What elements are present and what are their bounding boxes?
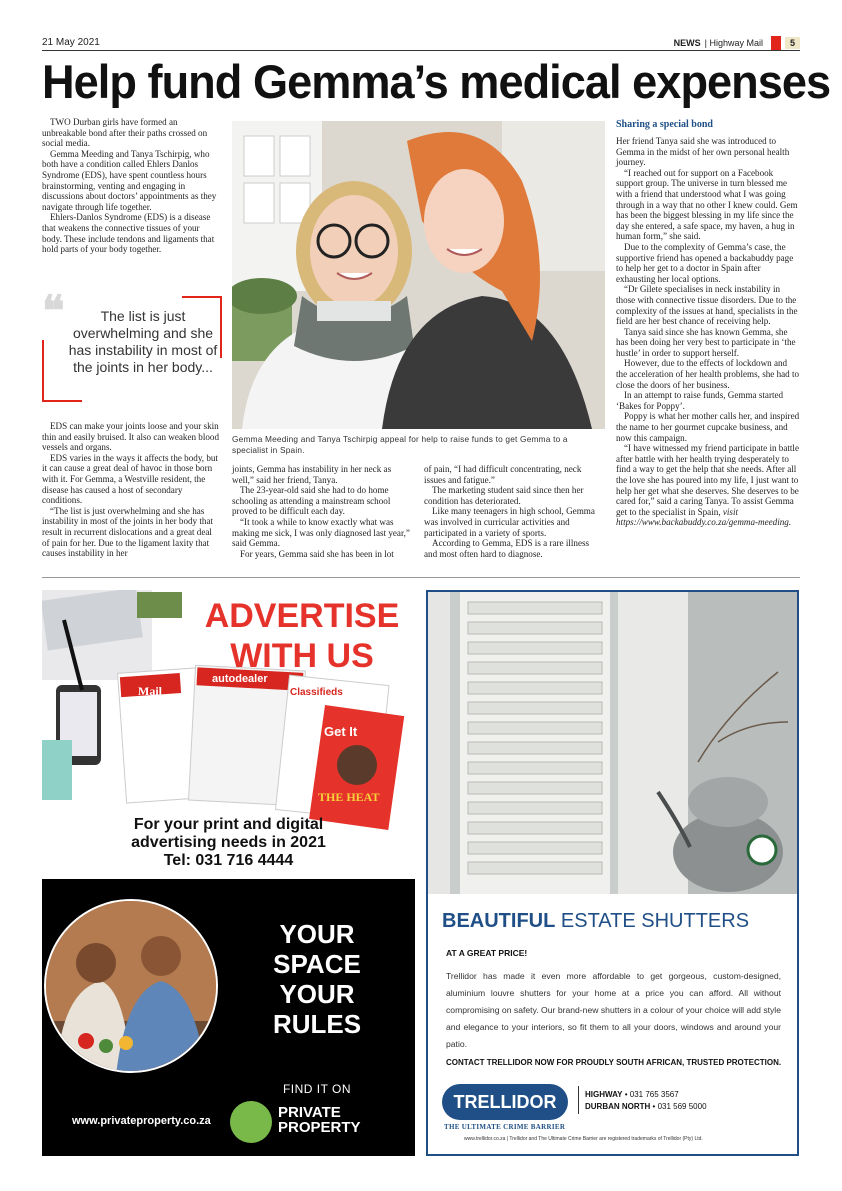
quote-bar (182, 296, 222, 298)
paragraph: The 23-year-old said she had to do home schooling as attending a mainstream school proved to be difficult each day. (232, 485, 391, 517)
trellidor-ad (426, 590, 799, 1156)
paragraph-text: “I have witnessed my friend participate in battle after battle with her health trying desperately to find a way to get the help that she needs. After all the love she has poured into my life, I just want to help her get what she deserves. She deserves to be cared for,” said a caring Tanya. To assist Gemma get to the specialist in Spain, (616, 443, 799, 517)
paragraph: “It took a while to know exactly what was making me sick, I was only diagnosed last year,” said Gemma. (232, 516, 410, 549)
col2 (232, 464, 412, 559)
shutters-illustration (428, 592, 797, 894)
photo-illustration (232, 121, 605, 429)
mag-getit: Get It (324, 724, 358, 739)
trellidor-footer: www.trellidor.co.za | Trellidor and The Ultimate Crime Barrier are registered trademarks of Trellidor (Pty) Ltd. (464, 1136, 703, 1142)
paragraph: Gemma Meeding and Tanya Tschirpig, who both have a condition called Ehlers Danlos Syndrome (EDS), have spent countless hours brainstorming, venting and engaging in discussions about doctors’ appointments as they navigate through life together. (42, 148, 217, 212)
branch-tel: • 031 569 5000 (650, 1102, 707, 1111)
page-number: 5 (785, 37, 800, 49)
shutters-contact: CONTACT TRELLIDOR NOW FOR PROUDLY SOUTH AFRICAN, TRUSTED PROTECTION. (446, 1058, 782, 1067)
paragraph: “I reached out for support on a Facebook support group. The universe in turn blessed me with a friend that understood what I was going through in a way that no other I knew could. Gem has been the biggest blessing in my life since the day she entered, a safe space, my haven, a hug in human form,” she said. (616, 167, 798, 242)
paragraph: joints, Gemma has instability in her neck as well,” said her friend, Tanya. (232, 464, 392, 485)
donation-link[interactable]: visit https://www.backabuddy.co.za/gemma-meeding. (616, 506, 792, 528)
private-property-logo-icon (230, 1101, 272, 1143)
paragraph: EDS can make your joints loose and your skin thin and easily bruised. It also can weaken blood vessels and organs. (42, 421, 220, 453)
branch-divider (578, 1086, 579, 1114)
advertise-phone: Tel: 031 716 4444 (163, 852, 294, 869)
right-column (616, 119, 800, 528)
paragraph: EDS varies in the ways it affects the body, but it can cause a great deal of havoc in those born with it. For Gemma, a Westville resident, the disease has caused a host of secondary conditions. (42, 452, 218, 506)
col1-top (42, 117, 220, 255)
couple-illustration (46, 901, 218, 1073)
shutters-photo (428, 592, 797, 894)
paragraph: For years, Gemma said she has been in lot (240, 548, 394, 559)
advertise-line: advertising needs in 2021 (131, 834, 326, 851)
quote-bar (42, 400, 82, 402)
shutters-title (442, 910, 749, 933)
paper-name: | Highway Mail (704, 38, 763, 48)
paragraph: According to Gemma, EDS is a rare illness and most often hard to diagnose. (424, 538, 590, 559)
trellidor-tagline: THE ULTIMATE CRIME BARRIER (444, 1123, 566, 1131)
paragraph (616, 443, 800, 528)
headline: Help fund Gemma’s medical expenses (42, 55, 831, 108)
paragraph: of pain, “I had difficult concentrating, neck issues and fatigue.” (424, 464, 582, 485)
col3 (424, 464, 604, 559)
mag-classifieds: Classifieds (290, 687, 343, 698)
paragraph: However, due to the effects of lockdown and the acceleration of her health problems, she had to close the doors of her business. (616, 358, 800, 390)
header-rule (42, 50, 800, 51)
trellidor-logo: TRELLIDOR (442, 1084, 568, 1120)
subhead: Sharing a special bond (616, 119, 713, 130)
article-photo (232, 121, 605, 429)
property-brand: PRIVATE PROPERTY (278, 1104, 361, 1136)
paragraph: The marketing student said since then her condition has deteriorated. (424, 485, 584, 506)
find-it-on: FIND IT ON (282, 1082, 352, 1096)
pull-quote (42, 286, 222, 402)
advertise-ad (42, 590, 415, 873)
header-right (674, 36, 800, 50)
paragraph: Like many teenagers in high school, Gemma was involved in curricular activities and participated in a variety of sports. (424, 506, 595, 538)
branch-name: HIGHWAY (585, 1090, 623, 1099)
red-marker (771, 36, 781, 50)
private-property-ad (42, 879, 415, 1156)
paragraph: Tanya said since she has known Gemma, she has been doing her very best to participate in ‘the hustle’ in order to support herself. (616, 326, 796, 358)
paragraph: Her friend Tanya said she was introduced to Gemma in the midst of her own personal health journey. (616, 136, 790, 168)
paragraph: “The list is just overwhelming and she has instability in most of the joints in her body that result in recurrent dislocations and a great deal of pain for her. Due to the ligament laxity that causes instability in her (42, 505, 214, 559)
branch-tel: • 031 765 3567 (622, 1090, 679, 1099)
paragraph: “Dr Gilete specialises in neck instability in those with connective tissue disorders. Due to the complexity of the issues at hand, specialists in the field are her best chance of receiving help. (616, 284, 798, 327)
branch-name: DURBAN NORTH (585, 1102, 651, 1111)
section-label: NEWS (673, 38, 701, 48)
shutters-title-rest: ESTATE SHUTTERS (555, 910, 750, 932)
pull-quote-text: The list is just overwhelming and she has instability in most of the joints in her body... (68, 308, 218, 375)
advertise-line: For your print and digital (133, 816, 324, 833)
mag-the-heat: THE HEAT (318, 790, 380, 804)
property-url[interactable]: www.privateproperty.co.za (72, 1115, 211, 1127)
paragraph: In an attempt to raise funds, Gemma started ‘Bakes for Poppy’. (616, 390, 784, 411)
shutters-title-bold: BEAUTIFUL (442, 910, 556, 932)
shutters-body: Trellidor has made it even more affordable to get gorgeous, custom-designed, aluminium louvre shutters for your home at a price you can afford. All without compromising on safety. Our brand-new shutters in a colour of your choice will add style and elegance to your interiors, so fit them to all your doors, windows and around your patio. (446, 971, 781, 1049)
section-separator (42, 577, 800, 578)
advertise-headline: ADVERTISE WITH US (204, 597, 400, 675)
paragraph: Ehlers-Danlos Syndrome (EDS) is a disease that weakens the connective tissues of your body. These include tendons and ligaments that hold parts of your body together. (42, 212, 215, 255)
mag-mail: Mail (138, 684, 162, 698)
mag-autodealer: autodealer (212, 673, 268, 685)
photo-caption: Gemma Meeding and Tanya Tschirpig appeal for help to raise funds to get Gemma to a specialist in Spain. (232, 434, 568, 455)
property-slogan: YOUR SPACE YOUR RULES (272, 919, 362, 1039)
paragraph: Poppy is what her mother calls her, and inspired the name to her gourmet cupcake business, and now this campaign. (616, 411, 800, 443)
branch-durban-north (585, 1102, 707, 1111)
shutters-subtitle: AT A GREAT PRICE! (446, 948, 528, 958)
couple-photo (44, 899, 218, 1073)
col1-bottom (42, 421, 220, 559)
quote-icon: ❝ (42, 286, 65, 335)
header-date: 21 May 2021 (42, 37, 100, 48)
paragraph: Due to the complexity of Gemma’s case, the supportive friend has opened a backabuddy page to help her get to a doctor in Spain after exhausting her local options. (616, 241, 794, 284)
branch-highway (585, 1090, 679, 1099)
quote-bar (42, 340, 44, 402)
paragraph: TWO Durban girls have formed an unbreakable bond after their paths crossed on social media. (42, 117, 208, 149)
